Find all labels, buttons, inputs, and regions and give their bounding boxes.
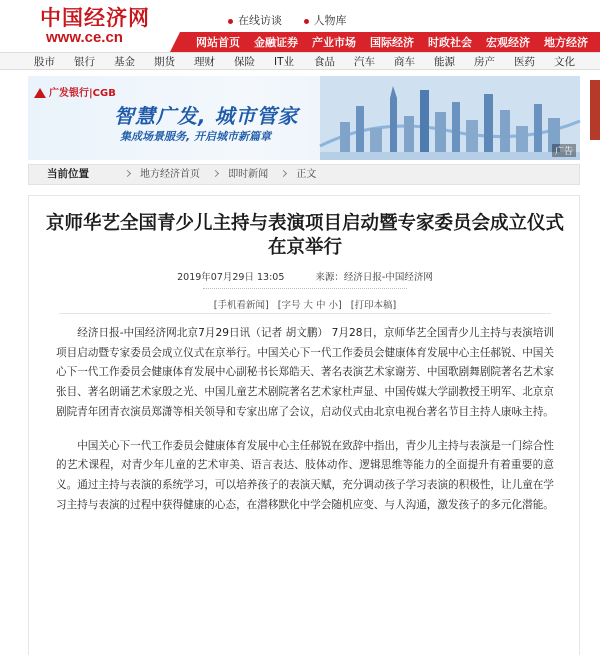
bullet-icon bbox=[304, 19, 309, 24]
article-meta bbox=[29, 269, 581, 283]
ad-badge: 广告 bbox=[552, 144, 576, 157]
channel-item[interactable]: 汽车 bbox=[354, 56, 375, 68]
meta-divider bbox=[203, 288, 407, 289]
channel-item[interactable]: 文化 bbox=[554, 56, 575, 68]
chevron-right-icon bbox=[212, 170, 219, 177]
channel-nav bbox=[0, 52, 600, 70]
article-tools bbox=[29, 297, 581, 311]
banner-subline: 集成场景服务, 开启城市新篇章 bbox=[120, 130, 272, 143]
article bbox=[28, 195, 580, 655]
nav-item[interactable]: 宏观经济 bbox=[486, 36, 530, 49]
paragraph: 经济日报-中国经济网北京7月29日讯（记者 胡文鹏） 7月28日，京师华艺全国青少儿主持与表演培训项目启动暨专家委员会成立仪式在京举行。中国关心下一代工作委员会健康体育发展中心主任郝锐、中国关心下一代工作委员会健康体育发展中心副秘书长郑皓天、著名表演艺术家谢芳、中国歌剧舞剧院著名艺术家张目、著名朗诵艺术家殷之光、中国儿童艺术剧院著名艺术家杜声显、中国传媒大学副教授王明军、北京京剧院青年团青衣演员郑潇等相关领导和专家出席了会议，启动仪式由北京电视台著名节目主持人康咏主持。 bbox=[56, 327, 554, 418]
city-skyline-icon bbox=[320, 76, 580, 160]
article-datetime: 2019年07月29日 13:05 bbox=[177, 272, 285, 283]
nav-item[interactable]: 城 bbox=[602, 36, 613, 49]
bullet-icon bbox=[228, 19, 233, 24]
breadcrumb-link-news[interactable]: 即时新闻 bbox=[228, 169, 269, 180]
channel-item[interactable]: 食品 bbox=[314, 56, 335, 68]
ad-banner[interactable] bbox=[28, 76, 580, 160]
channel-item[interactable]: 医药 bbox=[514, 56, 535, 68]
channel-item[interactable]: 保险 bbox=[234, 56, 255, 68]
nav-item[interactable]: 金融证券 bbox=[254, 36, 298, 49]
chevron-right-icon bbox=[124, 170, 131, 177]
main-nav bbox=[180, 32, 613, 52]
banner-headline: 智慧广发, 城市管家 bbox=[114, 104, 299, 128]
article-body bbox=[56, 324, 554, 529]
mobile-news-link[interactable]: [手机看新闻] bbox=[213, 300, 269, 311]
article-headline: 京师华艺全国青少儿主持与表演项目启动暨专家委员会成立仪式在京举行 bbox=[45, 213, 564, 258]
chevron-right-icon bbox=[280, 170, 287, 177]
top-links bbox=[228, 12, 365, 28]
site-logo[interactable] bbox=[40, 6, 150, 46]
top-link-interview[interactable]: 在线访谈 bbox=[228, 14, 282, 27]
breadcrumb bbox=[28, 164, 580, 185]
channel-item[interactable]: 理财 bbox=[194, 56, 215, 68]
article-source[interactable]: 来源：经济日报-中国经济网 bbox=[315, 272, 433, 283]
breadcrumb-current: 正文 bbox=[296, 169, 317, 180]
nav-item[interactable]: 产业市场 bbox=[312, 36, 356, 49]
top-link-people[interactable]: 人物库 bbox=[304, 14, 347, 27]
font-size-control[interactable]: [字号 大 中 小] bbox=[277, 300, 342, 311]
tools-divider bbox=[59, 313, 551, 314]
breadcrumb-title: 当前位置 bbox=[47, 168, 89, 180]
logo-text: 中国经济网 bbox=[40, 5, 150, 30]
channel-item[interactable]: 能源 bbox=[434, 56, 455, 68]
nav-item[interactable]: 网站首页 bbox=[196, 36, 240, 49]
channel-item[interactable]: 股市 bbox=[34, 56, 55, 68]
channel-item[interactable]: 期货 bbox=[154, 56, 175, 68]
breadcrumb-items bbox=[125, 165, 326, 184]
side-ad-strip[interactable] bbox=[590, 80, 600, 140]
nav-item[interactable]: 国际经济 bbox=[370, 36, 414, 49]
nav-item[interactable]: 地方经济 bbox=[544, 36, 588, 49]
bank-logo-icon bbox=[34, 88, 46, 98]
nav-item[interactable]: 时政社会 bbox=[428, 36, 472, 49]
nav-tip-decoration bbox=[170, 32, 180, 52]
bank-brand: 广发银行|CGB bbox=[34, 84, 116, 99]
channel-item[interactable]: 银行 bbox=[74, 56, 95, 68]
channel-item[interactable]: 房产 bbox=[474, 56, 495, 68]
channel-item[interactable]: IT业 bbox=[274, 56, 295, 68]
channel-item[interactable]: 商车 bbox=[394, 56, 415, 68]
paragraph: 中国关心下一代工作委员会健康体育发展中心主任郝锐在致辞中指出，青少儿主持与表演是一门综合性的艺术课程，对青少年儿童的艺术审美、语言表达、肢体动作、逻辑思维等能力的全面提升有着重要的意义。通过主持与表演的系统学习，可以培养孩子的表演天赋，充分调动孩子学习表演的积极性，让儿童在学习主持与表演的过程中获得健康的心态，在潜移默化中学会随机应变、与人沟通，激发孩子的多元化潜能。 bbox=[56, 439, 554, 511]
logo-url: www.ce.cn bbox=[46, 29, 123, 46]
print-link[interactable]: [打印本稿] bbox=[350, 300, 397, 311]
breadcrumb-link-local[interactable]: 地方经济首页 bbox=[140, 169, 200, 180]
channel-item[interactable]: 基金 bbox=[114, 56, 135, 68]
